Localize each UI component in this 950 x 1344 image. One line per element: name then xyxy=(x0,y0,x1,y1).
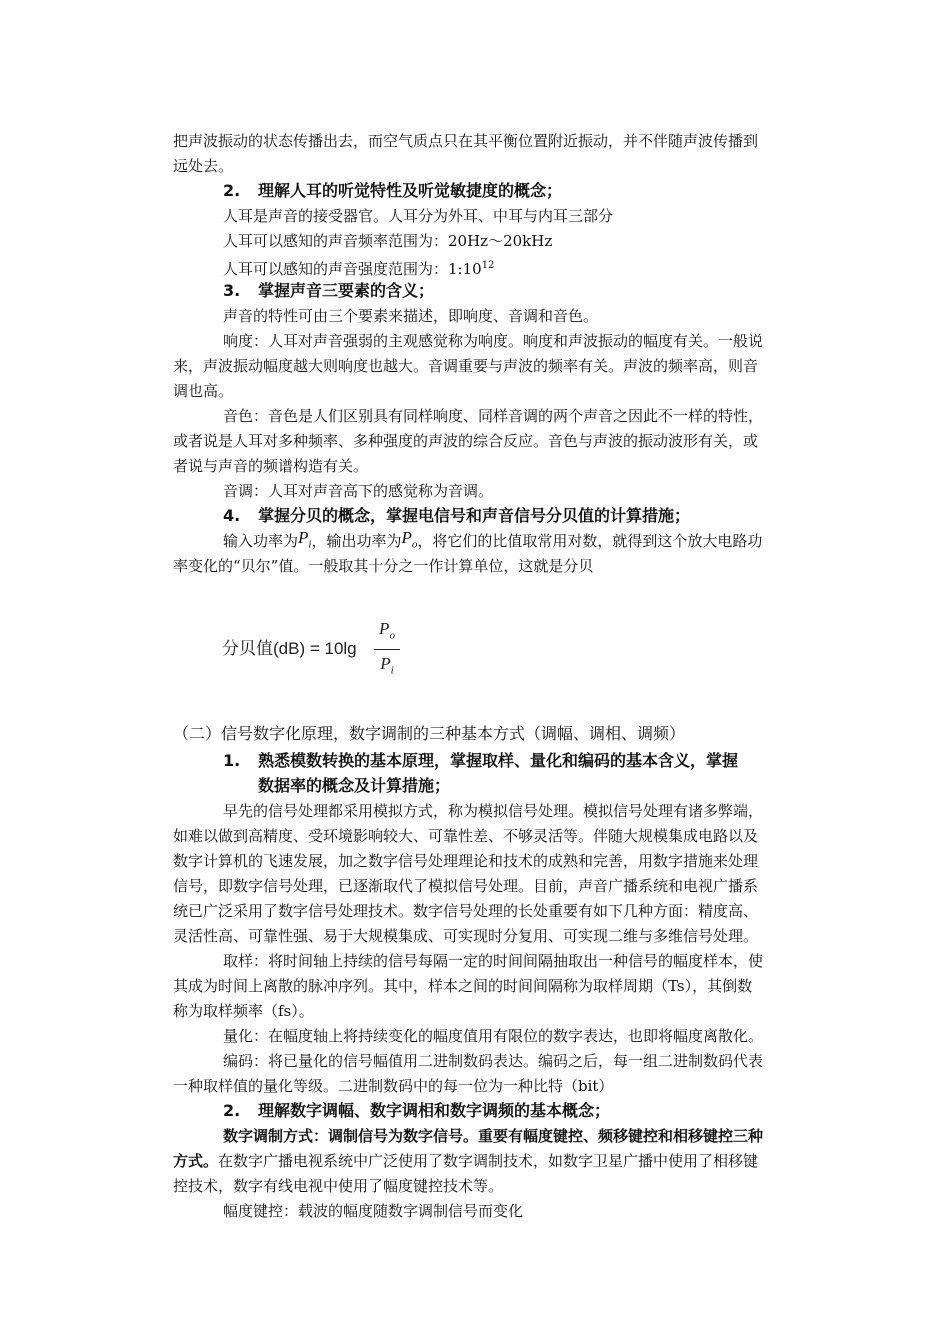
bold-run: 方式。 xyxy=(173,1152,219,1170)
paragraph-line: 来，声波振动幅度越大则响度也越大。音调重要与声波的频率有关。声波的频率高，则音 xyxy=(173,357,759,375)
text-run: 人耳可以感知的声音强度范围为：1:10 xyxy=(223,260,482,278)
heading-s1 xyxy=(223,751,738,771)
superscript: 12 xyxy=(481,260,495,271)
paragraph-line: 编码：将已量化的信号幅值用二进制数码表达。编码之后，每一组二进制数码代表 xyxy=(223,1052,764,1070)
heading-s2 xyxy=(223,1101,610,1121)
paragraph-line: 信号，即数字信号处理，已逐渐取代了模拟信号处理。目前，声音广播系统和电视广播系 xyxy=(173,877,759,895)
text-run: 在数字广播电视系统中广泛使用了数字调制技术，如数字卫星广播中使用了相移键 xyxy=(218,1152,759,1170)
paragraph-line: 远处去。 xyxy=(173,157,234,175)
heading-number: 2. xyxy=(223,181,241,200)
paragraph-line: 声音的特性可由三个要素来描述，即响度、音调和音色。 xyxy=(223,307,599,325)
paragraph-line: 数字计算机的飞速发展，加之数字信号处理理论和技术的成熟和完善，用数字措施来处理 xyxy=(173,852,759,870)
symbol-p-i: $P_i$ xyxy=(298,528,312,551)
paragraph-line: 称为取样频率（fs）。 xyxy=(173,1002,314,1020)
fraction-bar xyxy=(374,649,400,650)
paragraph-line: 早先的信号处理都采用模拟方式，称为模拟信号处理。模拟信号处理有诸多弊端， xyxy=(223,802,764,820)
paragraph-line: 人耳可以感知的声音频率范围为：20Hz～20kHz xyxy=(223,232,553,250)
heading-text: 熟悉模数转换的基本原理，掌握取样、量化和编码的基本含义，掌握 xyxy=(258,751,739,770)
paragraph-line: 率变化的“贝尔”值。一般取其十分之一作计算单位，这就是分贝 xyxy=(173,557,594,575)
paragraph-line xyxy=(223,528,763,557)
heading-text: 掌握声音三要素的含义； xyxy=(258,281,435,300)
section-heading: （二）信号数字化原理，数字调制的三种基本方式（调幅、调相、调频） xyxy=(173,724,686,743)
heading-3 xyxy=(223,281,434,301)
paragraph-line: 人耳是声音的接受器官。人耳分为外耳、中耳与内耳三部分 xyxy=(223,207,614,225)
paragraph-line: 一种取样值的量化等级。二进制数码中的每一位为一种比特（bit） xyxy=(173,1077,614,1095)
paragraph-line: 灵活性高、可靠性强、易于大规模集成、可实现时分复用、可实现二维与多维信号处理。 xyxy=(173,927,759,945)
paragraph-line: 或者说是人耳对多种频率、多种强度的声波的综合反应。音色与声波的振动波形有关，或 xyxy=(173,432,759,450)
heading-text: 理解数字调幅、数字调相和数字调频的基本概念； xyxy=(258,1101,611,1120)
paragraph-line: 控技术，数字有线电视中使用了幅度键控技术等。 xyxy=(173,1177,504,1195)
symbol-p-o: $P_o$ xyxy=(401,528,418,551)
heading-number: 2. xyxy=(223,1101,241,1120)
paragraph-line: 者说与声音的频谱构造有关。 xyxy=(173,457,369,475)
heading-continuation: 数据率的概念及计算措施； xyxy=(258,776,451,795)
formula-lhs: 分贝值(dB) = 10lg xyxy=(222,639,357,658)
paragraph-line: 音调：人耳对声音高下的感觉称为音调。 xyxy=(223,482,494,500)
paragraph-line-bold: 数字调制方式：调制信号为数字信号。重要有幅度键控、频移键控和相移键控三种 xyxy=(223,1127,764,1145)
paragraph-line: 音色：音色是人们区别具有同样响度、同样音调的两个声音之因此不一样的特性， xyxy=(223,407,764,425)
heading-text: 掌握分贝的概念，掌握电信号和声音信号分贝值的计算措施； xyxy=(258,506,691,525)
text-run: 输入功率为 xyxy=(223,532,299,550)
heading-number: 3. xyxy=(223,281,241,300)
formula-fraction xyxy=(374,617,400,683)
paragraph-line: 调也高。 xyxy=(173,382,234,400)
paragraph-line: 其成为时间上离散的脉冲序列。其中，样本之间的时间间隔称为取样周期（Ts），其倒数 xyxy=(173,977,753,995)
heading-number: 4. xyxy=(223,506,241,525)
heading-2 xyxy=(223,181,562,201)
paragraph-line: 统已广泛采用了数字信号处理技术。数字信号处理的长处重要有如下几种方面：精度高、 xyxy=(173,902,759,920)
paragraph-line xyxy=(173,1151,758,1171)
heading-number: 1. xyxy=(223,751,241,770)
heading-text: 理解人耳的听觉特性及听觉敏捷度的概念； xyxy=(258,181,563,200)
fraction-numerator: $P_o$ xyxy=(379,619,395,642)
text-run: ，输出功率为 xyxy=(311,532,402,550)
paragraph-line: 量化：在幅度轴上将持续变化的幅度值用有限位的数字表达，也即将幅度离散化。 xyxy=(223,1027,764,1045)
heading-4 xyxy=(223,506,690,526)
paragraph-line: 把声波振动的状态传播出去，而空气质点只在其平衡位置附近振动，并不伴随声波传播到 xyxy=(173,132,759,150)
paragraph-line: 幅度键控：载波的幅度随数字调制信号而变化 xyxy=(223,1202,524,1220)
paragraph-line xyxy=(223,256,494,279)
text-run: ，将它们的比值取常用对数，就得到这个放大电路功 xyxy=(417,532,763,550)
paragraph-line: 响度：人耳对声音强弱的主观感觉称为响度。响度和声波振动的幅度有关。一般说 xyxy=(223,332,764,350)
fraction-denominator: $P_i$ xyxy=(380,654,394,677)
paragraph-line: 取样：将时间轴上持续的信号每隔一定的时间间隔抽取出一种信号的幅度样本，使 xyxy=(223,952,764,970)
paragraph-line: 如难以做到高精度、受环境影响较大、可靠性差、不够灵活等。伴随大规模集成电路以及 xyxy=(173,827,759,845)
decibel-formula xyxy=(222,617,482,677)
